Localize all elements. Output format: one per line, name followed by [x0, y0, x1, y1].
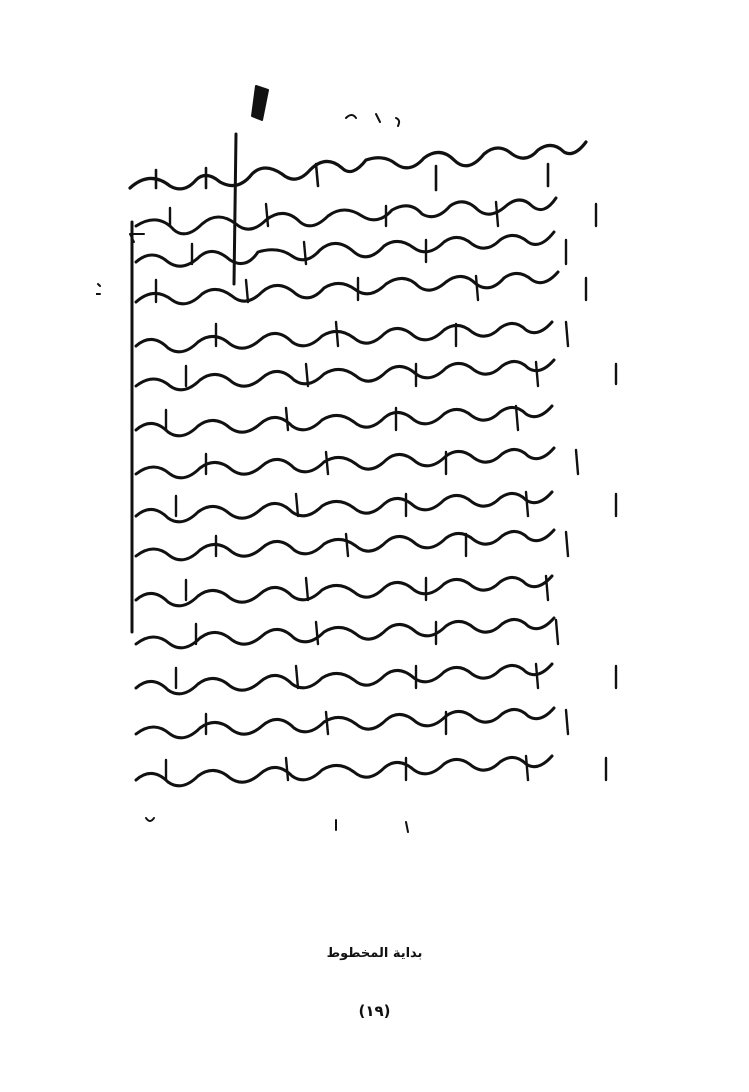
- manuscript-scan: [96, 84, 656, 844]
- handwritten-manuscript-icon: [96, 84, 656, 844]
- caption: بداية المخطوط: [326, 946, 423, 961]
- page-number: (١٩): [358, 1002, 391, 1020]
